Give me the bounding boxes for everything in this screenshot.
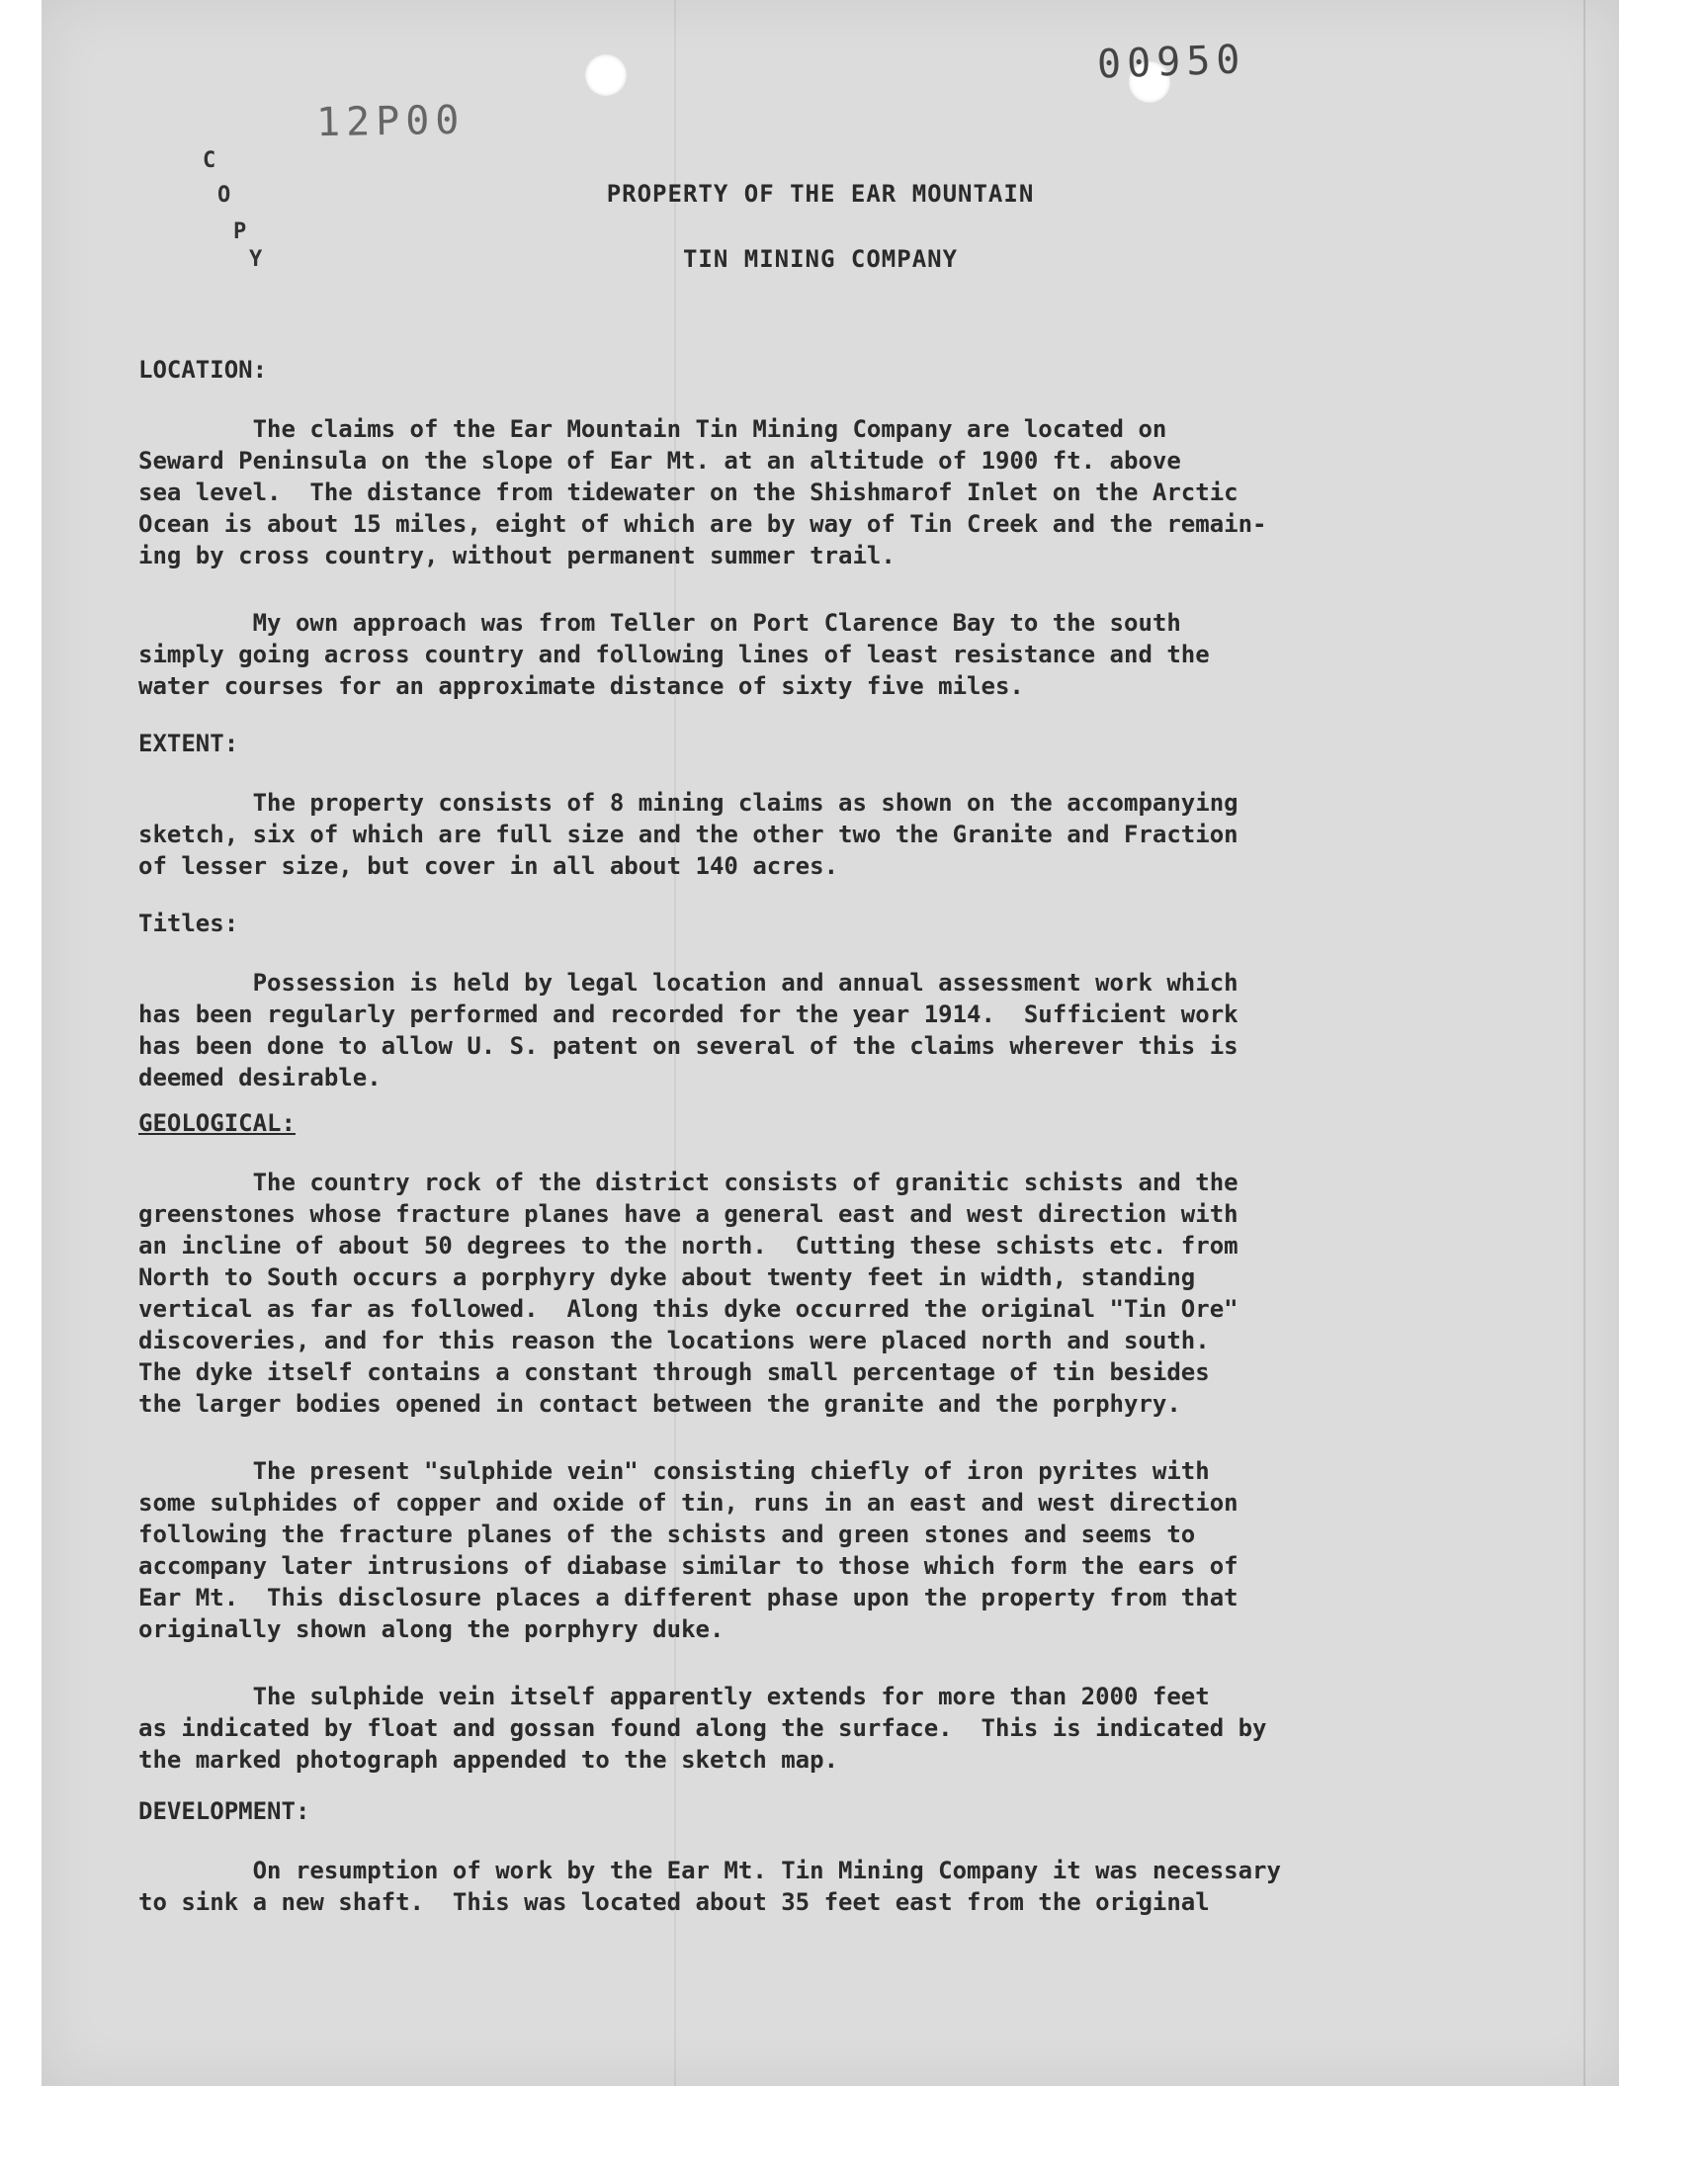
text-line: deemed desirable. — [138, 1064, 382, 1091]
text-line: some sulphides of copper and oxide of tin, runs in an east and west direction — [138, 1489, 1238, 1517]
paragraph — [138, 1455, 1502, 1645]
text-line: the larger bodies opened in contact between the granite and the porphyry. — [138, 1390, 1181, 1418]
text-line: originally shown along the porphyry duke. — [138, 1615, 725, 1643]
text-line: accompany later intrusions of diabase similar to those which form the ears of — [138, 1552, 1238, 1580]
sections-container — [138, 354, 1502, 1918]
copy-mark-letter: Y — [249, 247, 263, 272]
text-line: Ear Mt. This disclosure places a different phase upon the property from that — [138, 1584, 1238, 1611]
text-line: simply going across country and following lines of least resistance and the — [138, 641, 1210, 668]
paragraph — [138, 1167, 1502, 1420]
document-section — [138, 1795, 1502, 1918]
text-line: following the fracture planes of the schists and green stones and seems to — [138, 1521, 1196, 1548]
text-line: On resumption of work by the Ear Mt. Tin Mining Company it was necessary — [138, 1857, 1281, 1884]
section-heading: EXTENT: — [138, 730, 239, 757]
section-heading: Titles: — [138, 910, 239, 937]
document-section — [138, 354, 1502, 702]
text-line: The claims of the Ear Mountain Tin Mining Company are located on — [138, 415, 1167, 443]
paragraph — [138, 607, 1502, 702]
text-line: discoveries, and for this reason the locations were placed north and south. — [138, 1327, 1210, 1354]
text-line: has been regularly performed and recorded for the year 1914. Sufficient work — [138, 1000, 1238, 1028]
text-line: ing by cross country, without permanent summer trail. — [138, 542, 896, 569]
document-subtitle: TIN MINING COMPANY — [682, 245, 959, 273]
section-heading: DEVELOPMENT: — [138, 1797, 310, 1825]
paragraph — [138, 1855, 1502, 1918]
paragraph — [138, 787, 1502, 882]
page-number-stamp: 00950 — [1096, 37, 1247, 88]
paragraph — [138, 1681, 1502, 1776]
text-line: the marked photograph appended to the sketch map. — [138, 1746, 839, 1774]
text-line: vertical as far as followed. Along this dyke occurred the original "Tin Ore" — [138, 1295, 1238, 1323]
section-heading: GEOLOGICAL: — [138, 1109, 296, 1137]
page-edge-shadow — [1583, 0, 1585, 2086]
text-line: sketch, six of which are full size and the other two the Granite and Fraction — [138, 821, 1238, 848]
text-line: The present "sulphide vein" consisting chiefly of iron pyrites with — [138, 1457, 1210, 1485]
text-line: The property consists of 8 mining claims as shown on the accompanying — [138, 789, 1238, 817]
paragraph — [138, 413, 1502, 571]
document-section — [138, 908, 1502, 1093]
text-line: sea level. The distance from tidewater on the Shishmarof Inlet on the Arctic — [138, 478, 1238, 506]
document-body — [138, 168, 1502, 1918]
text-line: The country rock of the district consists of granitic schists and the — [138, 1169, 1238, 1196]
section-heading: LOCATION: — [138, 356, 268, 384]
page-number-stamp: 12P00 — [315, 97, 466, 146]
text-line: The sulphide vein itself apparently extends for more than 2000 feet — [138, 1683, 1210, 1710]
text-line: My own approach was from Teller on Port Clarence Bay to the south — [138, 609, 1181, 637]
text-line: Ocean is about 15 miles, eight of which are by way of Tin Creek and the remain- — [138, 510, 1267, 538]
text-line: to sink a new shaft. This was located about 35 feet east from the original — [138, 1888, 1210, 1916]
paragraph — [138, 967, 1502, 1093]
punch-hole — [585, 54, 627, 96]
text-line: North to South occurs a porphyry dyke about twenty feet in width, standing — [138, 1263, 1196, 1291]
text-line: has been done to allow U. S. patent on several of the claims wherever this is — [138, 1032, 1238, 1060]
copy-mark-letter: P — [233, 219, 247, 244]
text-line: an incline of about 50 degrees to the north. Cutting these schists etc. from — [138, 1232, 1238, 1260]
document-title: PROPERTY OF THE EAR MOUNTAIN — [606, 180, 1035, 208]
copy-mark-letter: O — [217, 183, 231, 208]
document-section — [138, 728, 1502, 882]
text-line: Possession is held by legal location and annual assessment work which — [138, 969, 1238, 997]
text-line: as indicated by float and gossan found along the surface. This is indicated by — [138, 1714, 1267, 1742]
text-line: of lesser size, but cover in all about 140 acres. — [138, 852, 839, 880]
copy-mark-letter: C — [203, 148, 216, 173]
text-line: greenstones whose fracture planes have a general east and west direction with — [138, 1200, 1238, 1228]
text-line: The dyke itself contains a constant through small percentage of tin besides — [138, 1358, 1210, 1386]
document-section — [138, 1107, 1502, 1776]
text-line: water courses for an approximate distance of sixty five miles. — [138, 672, 1024, 700]
text-line: Seward Peninsula on the slope of Ear Mt. at an altitude of 1900 ft. above — [138, 447, 1181, 475]
